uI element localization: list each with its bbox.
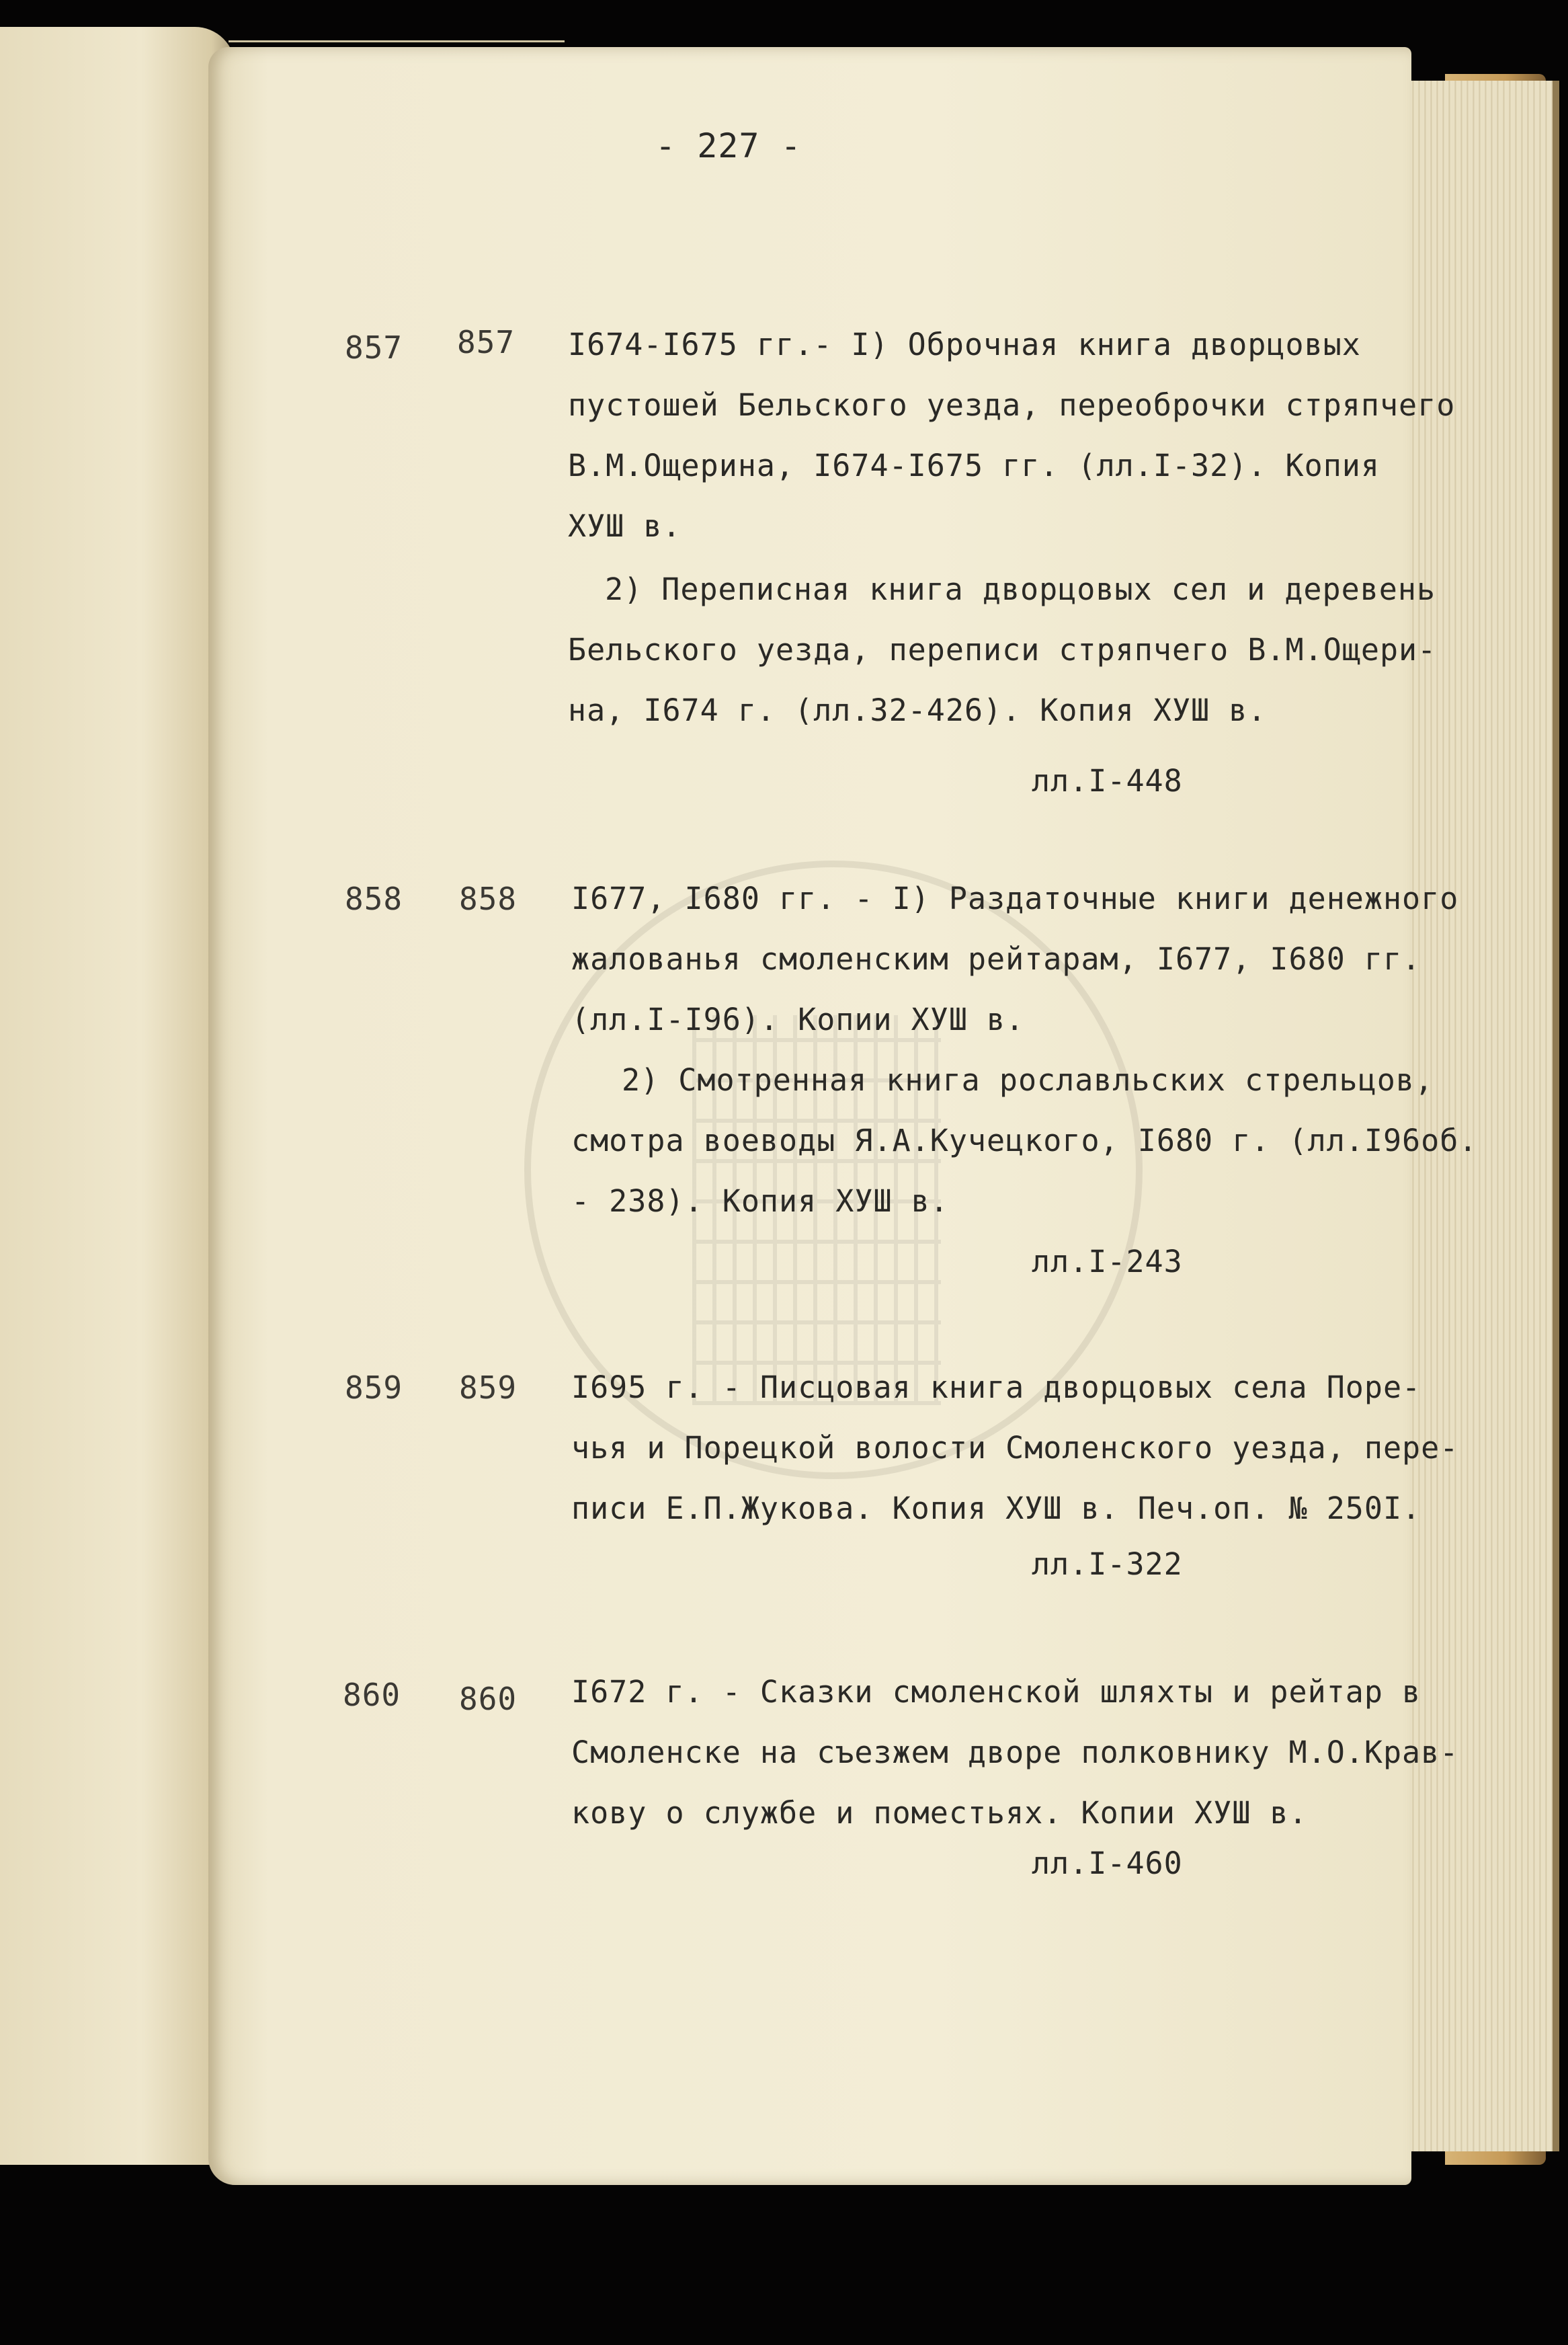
entry-number: 859 [345, 1369, 403, 1406]
entry-number: 860 [343, 1677, 401, 1713]
entry-line: жалованья смоленским рейтарам, I677, I680 гг. [571, 941, 1421, 977]
left-page [0, 27, 235, 2165]
entry-line: 2) Переписная книга дворцовых сел и деревень [605, 571, 1436, 607]
entry-line: Бельского уезда, переписи стряпчего В.М.Ощери- [568, 632, 1437, 668]
sheet-count: лл.I-243 [1032, 1244, 1183, 1279]
entry-line: В.М.Ощерина, I674-I675 гг. (лл.I-32). Копия [568, 448, 1380, 483]
entry-line: I695 г. - Писцовая книга дворцовых села Поре- [571, 1369, 1421, 1405]
sheet-count: лл.I-322 [1032, 1546, 1183, 1582]
entry-line: I672 г. - Сказки смоленской шляхты и рейтар в [571, 1674, 1421, 1710]
entry-line: писи Е.П.Жукова. Копия ХУШ в. Печ.оп. № 250I. [571, 1491, 1421, 1526]
entry-line: 2) Смотренная книга рославльских стрельцов, [622, 1062, 1434, 1098]
entry-line: чья и Порецкой волости Смоленского уезда, пере- [571, 1430, 1459, 1466]
entry-number-typed: 858 [459, 881, 518, 917]
page-tear [229, 40, 565, 69]
page-number: - 227 - [655, 126, 802, 165]
entry-number-typed: 859 [459, 1369, 518, 1406]
sheet-count: лл.I-460 [1032, 1845, 1183, 1881]
entry-line: кову о службе и поместьях. Копии ХУШ в. [571, 1795, 1308, 1831]
entry-line: I674-I675 гг.- I) Оброчная книга дворцовых [568, 327, 1361, 362]
entry-number-typed: 860 [459, 1681, 518, 1717]
entry-number: 858 [345, 881, 403, 917]
entry-line: Смоленске на съезжем дворе полковнику М.О.Крав- [571, 1735, 1459, 1770]
entry-number-typed: 857 [457, 324, 515, 360]
entry-number: 857 [345, 329, 403, 366]
entry-line: I677, I680 гг. - I) Раздаточные книги денежного [571, 881, 1459, 916]
entry-line: на, I674 г. (лл.32-426). Копия ХУШ в. [568, 692, 1267, 728]
entry-line: (лл.I-I96). Копии ХУШ в. [571, 1002, 1025, 1037]
sheet-count: лл.I-448 [1032, 763, 1183, 799]
entry-line: ХУШ в. [568, 508, 682, 544]
entry-line: смотра воеводы Я.А.Кучецкого, I680 г. (лл.I96об. [571, 1123, 1478, 1158]
entry-line: пустошей Бельского уезда, переоброчки стряпчего [568, 387, 1456, 423]
entry-line: - 238). Копия ХУШ в. [571, 1183, 949, 1219]
